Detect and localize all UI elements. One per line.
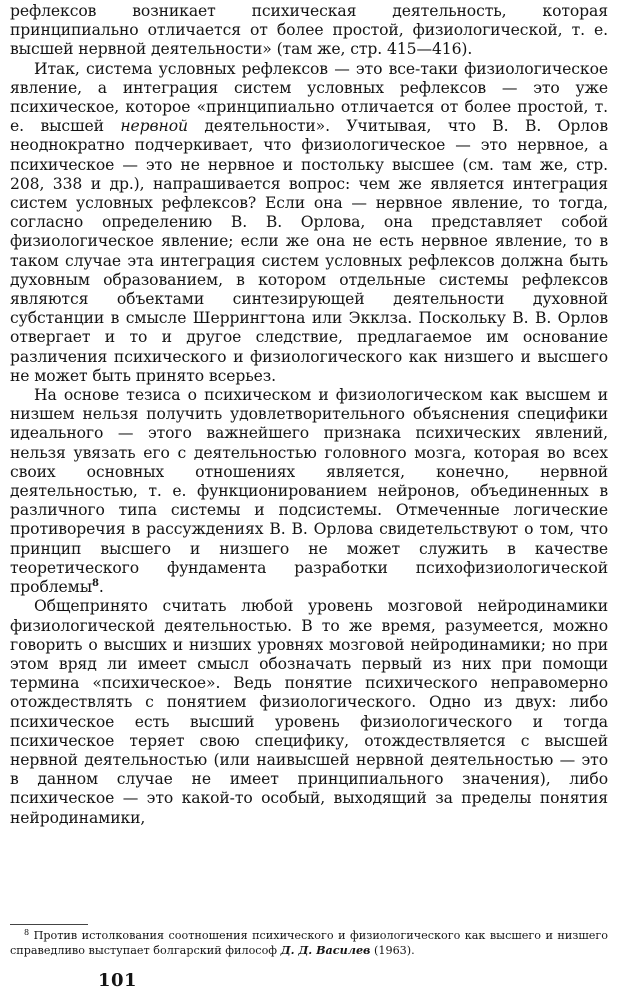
body-text xyxy=(10,2,608,828)
paragraph-2-emphasis: нервной xyxy=(120,117,188,136)
paragraph-1 xyxy=(10,2,608,60)
footnote-reference[interactable]: 8 xyxy=(92,578,99,590)
footnote-mark: 8 xyxy=(24,928,30,937)
footnote-text-b: (1963). xyxy=(370,944,415,957)
paragraph-3-end: . xyxy=(98,578,104,597)
footnote-text-a: Против истолкования соотношения психического и физиологического как высшего и низшего справедливо выступает болгарский философ xyxy=(10,929,608,957)
footnote-divider xyxy=(10,924,88,925)
paragraph-3-text: На основе тезиса о психическом и физиологическом как высшем и низшем нельзя получить удовлетворительного объяснения специфики идеального — этого важнейшего признака психических явлений, нельзя увязать его с деятельностью головного мозга, которая во всех своих основных отношениях является, конечно, нервной деятельностью, т. е. функционированием нейронов, объединенных в различного типа системы и подсистемы. Отмеченные логические противоречия в рассуждениях В. В. Орлова свидетельствуют о том, что принцип высшего и низшего не может служить в качестве теоретического фундамента разработки психофизиологической проблемы xyxy=(10,386,608,597)
paragraph-4 xyxy=(10,597,608,827)
paragraph-2-text-a: Итак, система условных рефлексов — это все-таки физиологическое явление, а интеграция систем условных рефлексов — это уже психическое, которое «принципиально отличается от более простой, т. е. высшей xyxy=(10,59,608,136)
page-number: 101 xyxy=(98,970,138,991)
paragraph-4-text: Общепринято считать любой уровень мозговой нейродинамики физиологической деятельностью. В то же время, разумеется, можно говорить о высших и низших уровнях мозговой нейродинамики; но при этом вряд ли имеет смысл обозначать первый из них при помощи термина «психическое». Ведь понятие психического неправомерно отождествлять с понятием физиологического. Одно из двух: либо психическое есть высший уровень физиологического и тогда психическое теряет свою специфику, отождествляется с высшей нервной деятельностью (или наивысшей нервной деятельностью — это в данном случае не имеет принципиального значения), либо психическое — это какой-то особый, выходящий за пределы понятия нейродинамики, xyxy=(10,597,608,827)
paragraph-3 xyxy=(10,386,608,597)
paragraph-1-text: рефлексов возникает психическая деятельность, которая принципиально отличается от более простой, физиологической, т. е. высшей нервной деятельности» (там же, стр. 415—416). xyxy=(10,2,608,59)
paragraph-2 xyxy=(10,60,608,386)
paragraph-2-text-b: деятельности». Учитывая, что В. В. Орлов неоднократно подчеркивает, что физиологическое — это нервное, а психическое — это не нервное и постольку высшее (см. там же, стр. 208, 338 и др.), напрашивается вопрос: чем же является интеграция систем условных рефлексов? Если она — нервное явление, то тогда, согласно определению В. В. Орлова, она представляет собой физиологическое явление; если же она не есть нервное явление, то в таком случае эта интеграция систем условных рефлексов должна быть духовным образованием, в котором отдельные системы рефлексов являются объектами синтезирующей деятельности духовной субстанции в смысле Шеррингтона или Экклза. Поскольку В. В. Орлов отвергает и то и другое следствие, предлагаемое им основание различения психического и физиологического как низшего и высшего не может быть принято всерьез. xyxy=(10,117,608,385)
footnote-author: Д. Д. Василев xyxy=(280,943,371,957)
footnote xyxy=(10,928,608,958)
